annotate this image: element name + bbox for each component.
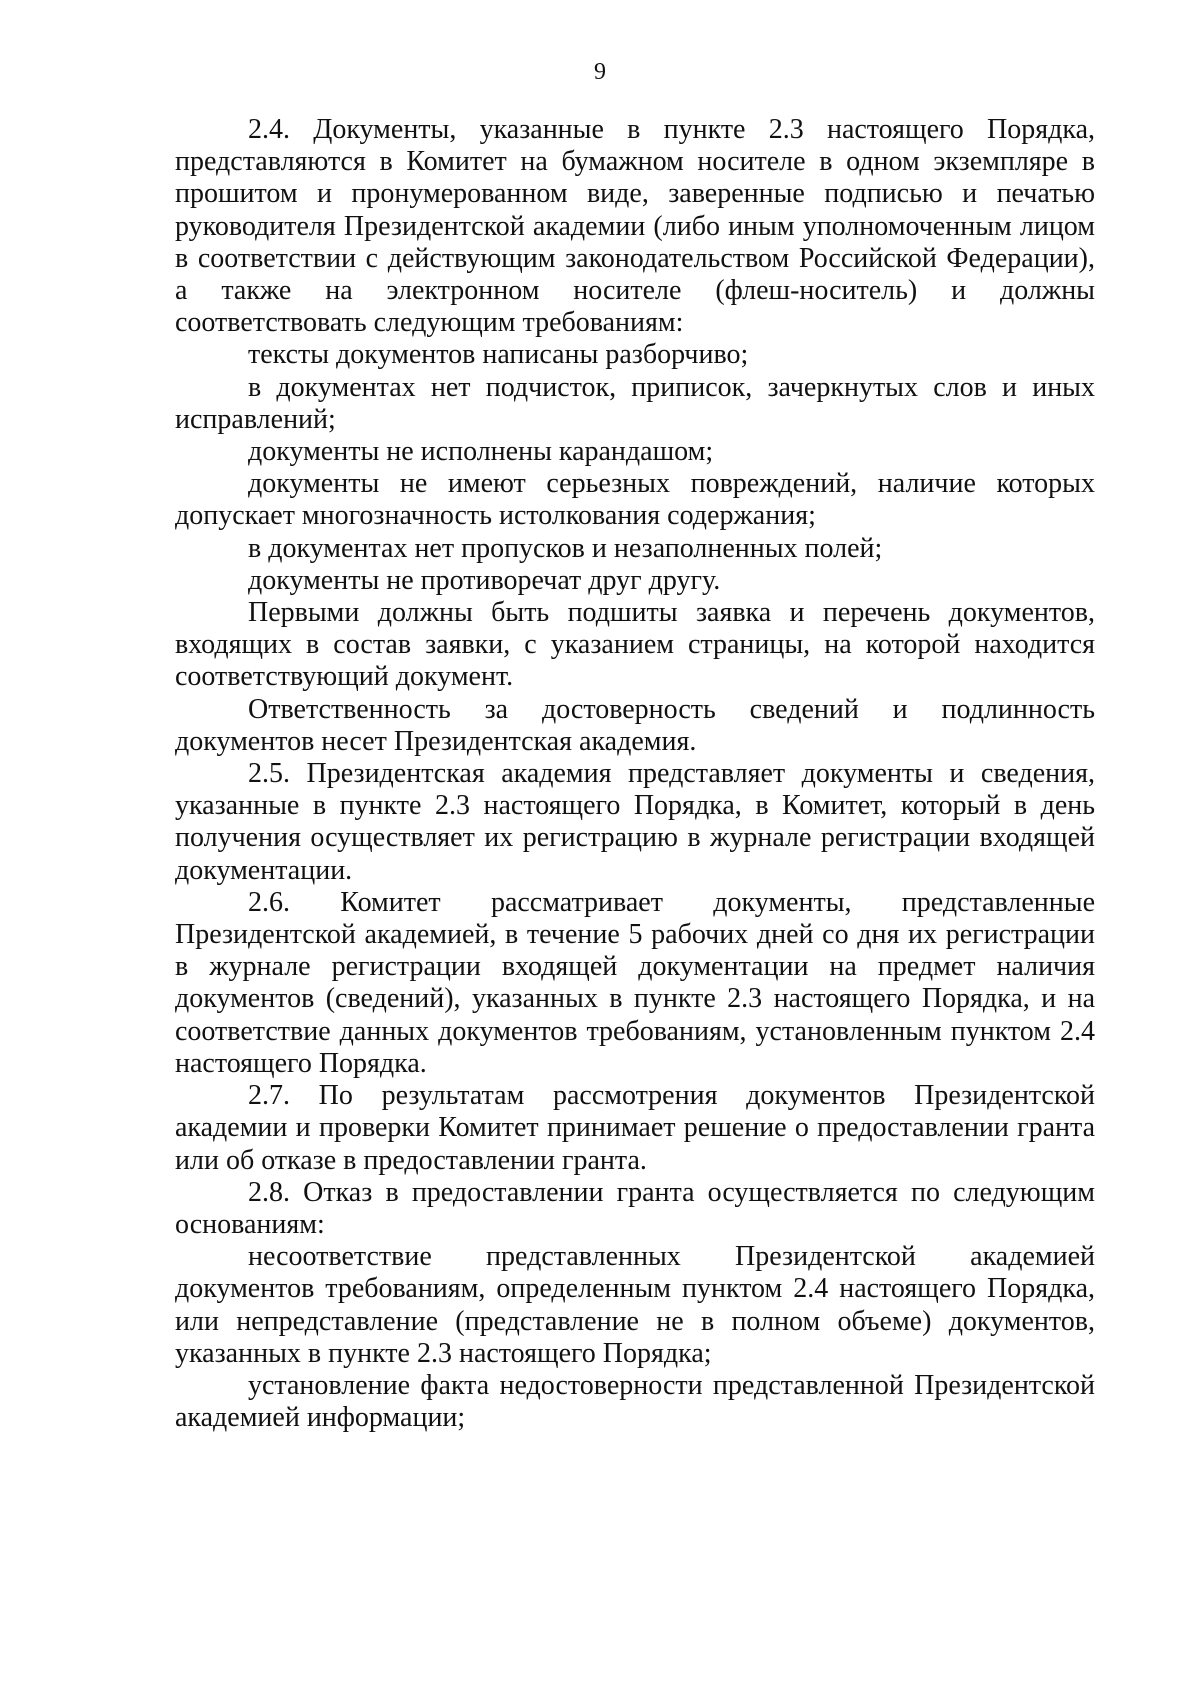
requirement-legible: тексты документов написаны разборчиво; [248, 339, 749, 371]
paragraph-2-6: 2.6. Комитет рассматривает документы, представленные Президентской академией, в течение 5 рабочих дней со дня их регистрации в журнале регистрации входящей документации на предмет наличия документов (сведений), указанных в пункте 2.3 настоящего Порядка, и на соответствие данных документов требованиям, установленным пунктом 2.4 настоящего Порядка. [175, 886, 1095, 1079]
document-body [175, 114, 1095, 1434]
requirement-no-corrections: в документах нет подчисток, приписок, зачеркнутых слов и иных исправлений; [175, 371, 1095, 435]
paragraph-binding-order: Первыми должны быть подшиты заявка и перечень документов, входящих в состав заявки, с указанием страницы, на которой находится соответствующий документ. [175, 597, 1095, 693]
refusal-ground-false-info: установление факта недостоверности представленной Президентской академией информации; [175, 1369, 1095, 1434]
paragraph-2-8: 2.8. Отказ в предоставлении гранта осуществляется по следующим основаниям: [175, 1176, 1095, 1240]
paragraph-responsibility: Ответственность за достоверность сведений и подлинность документов несет Президентская академия. [175, 693, 1095, 757]
requirement-no-contradictions: документы не противоречат друг другу. [248, 564, 721, 596]
requirement-no-damage: документы не имеют серьезных повреждений, наличие которых допускает многозначность истолкования содержания; [175, 468, 1095, 532]
paragraph-2-7: 2.7. По результатам рассмотрения документов Президентской академии и проверки Комитет принимает решение о предоставлении гранта или об отказе в предоставлении гранта. [175, 1080, 1095, 1176]
paragraph-2-4: 2.4. Документы, указанные в пункте 2.3 настоящего Порядка, представляются в Комитет на бумажном носителе в одном экземпляре в прошитом и пронумерованном виде, заверенные подписью и печатью руководителя Президентской академии (либо иным уполномоченным лицом в соответствии с действующим законодательством Российской Федерации), а также на электронном носителе (флеш-носитель) и должны соответствовать следующим требованиям: [175, 114, 1095, 339]
requirement-no-pencil: документы не исполнены карандашом; [248, 436, 714, 468]
refusal-ground-nonconformity: несоответствие представленных Президентской академией документов требованиям, определенным пунктом 2.4 настоящего Порядка, или непредставление (представление не в полном объеме) документов, указанных в пункте 2.3 настоящего Порядка; [175, 1241, 1095, 1369]
requirement-no-gaps: в документах нет пропусков и незаполненных полей; [248, 532, 883, 564]
paragraph-2-5: 2.5. Президентская академия представляет документы и сведения, указанные в пункте 2.3 настоящего Порядка, в Комитет, который в день получения осуществляет их регистрацию в журнале регистрации входящей документации. [175, 758, 1095, 886]
page-number: 9 [594, 59, 606, 85]
